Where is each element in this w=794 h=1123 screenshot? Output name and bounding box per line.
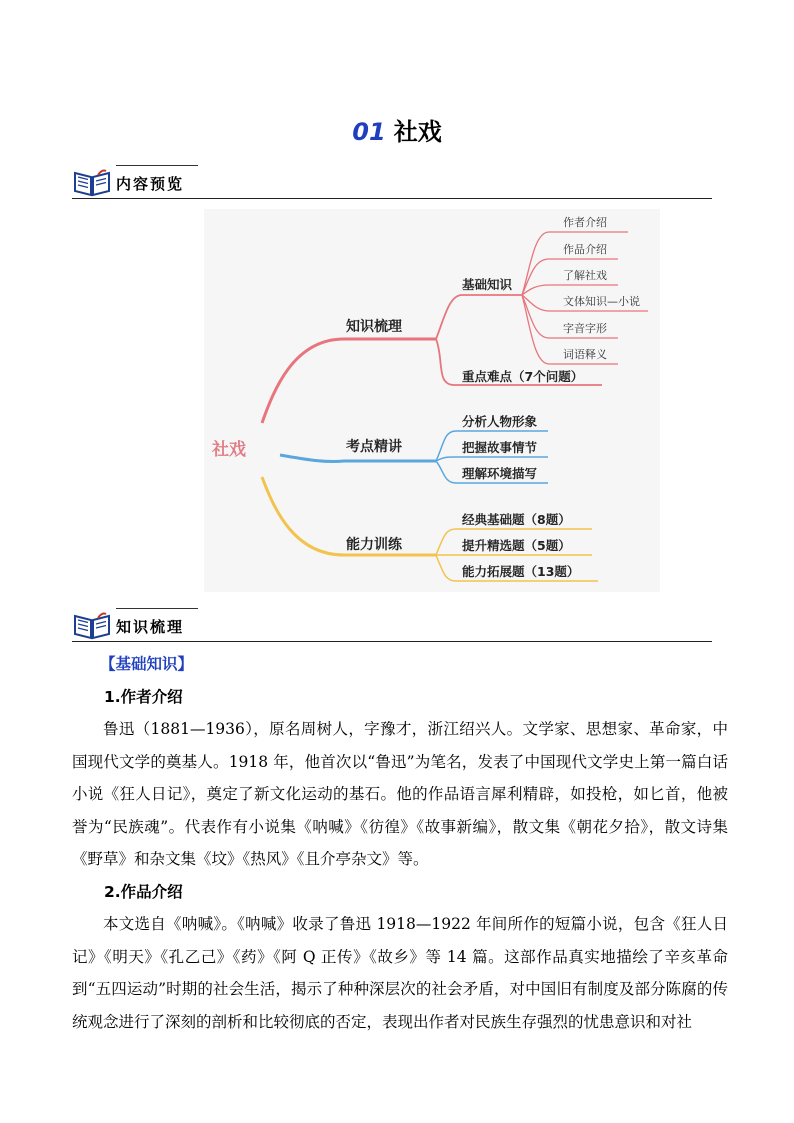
mindmap-leaf: 作者介绍 xyxy=(563,216,607,229)
author-intro-text: 鲁迅（1881—1936），原名周树人，字豫才，浙江绍兴人。文学家、思想家、革命家，中国现代文学的奠基人。1918 年，他首次以“鲁迅”为笔名，发表了中国现代文学史上第一篇白话小说《狂人日记》，奠定了新文化运动的基石。他的作品语言犀利精辟，如投枪，如匕首，他被誉为“民族魂”。代表作有小说集《呐喊》《彷徨》《故事新编》，散文集《朝花夕拾》，散文诗集《野草》和杂文集《坟》《热风》《且介亭杂文》等。 xyxy=(72,720,728,868)
mind-map xyxy=(204,209,660,592)
page-title xyxy=(0,112,794,147)
mindmap-leaf: 文体知识—小说 xyxy=(563,295,640,308)
open-book-icon xyxy=(72,165,112,197)
mindmap-leaf: 词语释义 xyxy=(563,348,607,361)
mindmap-leaf: 字音字形 xyxy=(563,322,607,335)
section-divider xyxy=(72,198,712,199)
section-divider xyxy=(72,641,712,642)
section-label-knowledge: 知识梳理 xyxy=(116,618,185,636)
mindmap-branch-exam: 考点精讲 xyxy=(346,439,402,455)
mindmap-root: 社戏 xyxy=(212,440,246,460)
open-book-icon xyxy=(72,608,112,640)
work-intro-heading: 2.作品介绍 xyxy=(104,882,183,901)
lesson-title: 社戏 xyxy=(393,117,442,146)
content-body xyxy=(72,648,728,1038)
mindmap-leaf: 理解环境描写 xyxy=(462,466,538,481)
author-intro-heading: 1.作者介绍 xyxy=(104,687,183,706)
mindmap-leaf: 作品介绍 xyxy=(563,243,607,256)
mindmap-leaf: 能力拓展题（13题） xyxy=(462,564,580,579)
mindmap-leaf: 提升精选题（5题） xyxy=(462,538,571,553)
section-header-preview xyxy=(72,163,712,203)
work-intro-text: 本文选自《呐喊》。《呐喊》收录了鲁迅 1918—1922 年间所作的短篇小说，包含《狂人日记》《明天》《孔乙己》《药》《阿 Q 正传》《故乡》等 14 篇。这部作品真实地描绘了辛亥革命到“五四运动”时期的社会生活，揭示了种种深层次的社会矛盾，对中国旧有制度及部分陈腐的传统观念进行了深刻的剖析和比较彻底的否定，表现出作者对民族生存强烈的忧患意识和对社 xyxy=(72,915,728,1031)
mindmap-leaf: 了解社戏 xyxy=(563,269,607,282)
section-label-preview: 内容预览 xyxy=(116,175,185,193)
basic-knowledge-heading: 【基础知识】 xyxy=(100,655,194,673)
mindmap-leaf: 把握故事情节 xyxy=(462,440,538,455)
mindmap-key-points: 重点难点（7个问题） xyxy=(462,369,584,384)
mindmap-leaf: 分析人物形象 xyxy=(462,414,538,429)
mindmap-basic-knowledge: 基础知识 xyxy=(462,277,513,292)
mindmap-leaf: 经典基础题（8题） xyxy=(462,512,571,527)
mindmap-branch-knowledge: 知识梳理 xyxy=(346,319,402,335)
lesson-number: 01 xyxy=(352,118,386,146)
section-header-knowledge xyxy=(72,606,712,646)
mindmap-branch-training: 能力训练 xyxy=(346,537,402,553)
